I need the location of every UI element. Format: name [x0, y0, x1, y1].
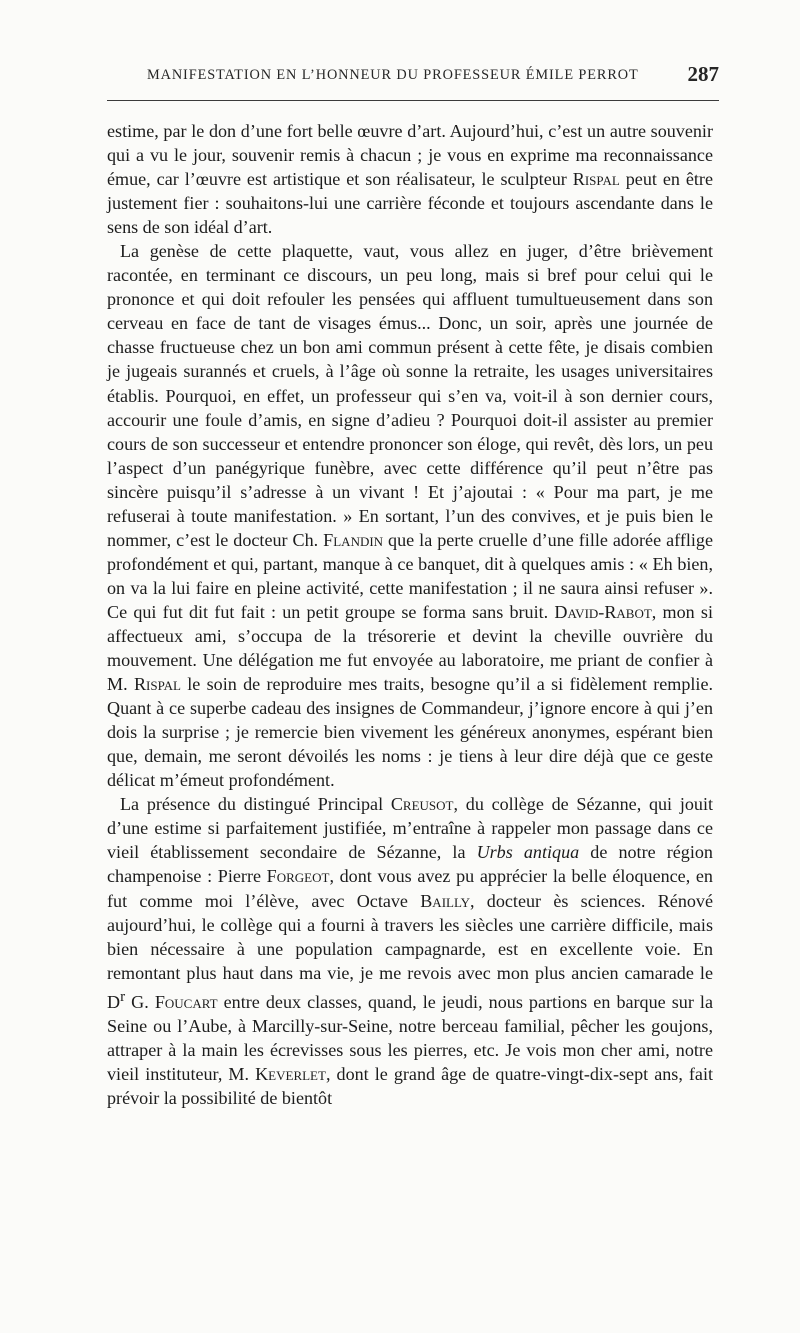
- text-run: le soin de reproduire mes traits, besogne qu’il a si fidèlement remplie. Quant à ce superbe cadeau des insignes de Commandeur, j’ignore encore à qui j’en dois la surprise ; je remercie bien vivement les généreux anonymes, espérant bien que, demain, me seront dévoilés les noms : je tiens à leur dire déjà que ce geste délicat m’émeut profondément.: [107, 674, 713, 791]
- person-name: Flandin: [323, 529, 384, 550]
- header-rule: [107, 100, 719, 101]
- text-run: La présence du distingué Principal: [120, 794, 391, 815]
- text-run: , dont le grand âge de quatre-vingt-dix-sept ans, fait prévoir la possibilité de bientôt: [107, 1063, 713, 1108]
- page-number: 287: [687, 62, 719, 86]
- paragraph-2: [107, 239, 713, 792]
- text-run: peut en être justement fier : souhaitons-lui une carrière féconde et toujours ascendante dans le sens de son idéal d’art.: [107, 169, 713, 238]
- text-run: , dont vous avez pu apprécier la belle éloquence, en fut comme moi l’élève, avec Octave: [107, 866, 713, 911]
- person-name: Creusot: [390, 794, 454, 815]
- text-run: estime, par le don d’une fort belle œuvre d’art. Aujourd’hui, c’est un autre souvenir qui a vu le jour, souvenir remis à chacun ; je vous en exprime ma reconnaissance émue, car l’œuvre est artistique et son réalisateur, le sculpteur: [107, 121, 713, 190]
- person-name: Keverlet: [255, 1063, 326, 1084]
- page-header: [107, 64, 719, 94]
- person-name: Forgeot: [266, 866, 330, 887]
- running-title: MANIFESTATION EN L’HONNEUR DU PROFESSEUR ÉMILE PERROT: [147, 67, 639, 83]
- text-run: entre deux classes, quand, le jeudi, nous partions en barque sur la Seine ou l’Aube, à Marcilly-sur-Seine, notre berceau familial, pêcher les goujons, attraper à la main les écrevisses sous les pierres, etc. Je vois mon cher ami, notre vieil instituteur, M.: [107, 991, 713, 1084]
- person-name: Rispal: [133, 674, 181, 695]
- body-text: [107, 119, 713, 1110]
- text-run: , docteur ès sciences. Rénové aujourd’hui, le collège qui a fourni à travers les siècles une carrière difficile, mais bien nécessaire à une population campagnarde, est en excellente voie. En remontant plus haut dans ma vie, je me revois avec mon plus ancien camarade le D: [107, 890, 713, 1012]
- person-name: Rispal: [572, 169, 620, 190]
- text-run: G.: [125, 991, 155, 1012]
- text-run: , mon si affectueux ami, s’occupa de la trésorerie et devint la cheville ouvrière du mouvement. Une délégation me fut envoyée au laboratoire, me priant de confier à M.: [107, 601, 713, 695]
- paragraph-1: [107, 119, 713, 239]
- person-name: Bailly: [420, 890, 470, 911]
- superscript: r: [120, 988, 126, 1005]
- paragraph-3: [107, 792, 713, 1110]
- text-run: La genèse de cette plaquette, vaut, vous allez en juger, d’être brièvement racontée, en terminant ce discours, un peu long, mais si bref pour celui qui le prononce et qui doit refouler les pensées qui affluent tumultueusement dans son cerveau en face de tant de visages émus... Donc, un soir, après une journée de chasse fructueuse chez un bon ami commun présent à cette fête, je disais combien je jugeais surannés et cruels, à l’âge où sonne la retraite, les usages universitaires établis. Pourquoi, en effet, un professeur qui s’en va, voit-il à son dernier cours, accourir une foule d’amis, en signe d’adieu ? Pourquoi doit-il assister au premier cours de son successeur et entendre prononcer son éloge, qui revêt, dès lors, un peu l’aspect d’un panégyrique funèbre, avec cette différence qu’il peut n’être pas sincère puisqu’il s’adresse à un vivant ! Et j’ajoutai : « Pour ma part, je me refuserai à toute manifestation. » En sortant, l’un des convives, et je puis bien le nommer, c’est le docteur Ch.: [107, 241, 713, 550]
- text-run: , du collège de Sézanne, qui jouit d’une estime si parfaitement justifiée, m’entraîne à rappeler mon passage dans ce vieil établissement secondaire de Sézanne, la: [107, 794, 713, 863]
- text-run: de notre région champenoise : Pierre: [107, 842, 713, 887]
- latin-phrase: Urbs antiqua: [476, 842, 580, 863]
- person-name: David-Rabot: [554, 601, 652, 622]
- person-name: Foucart: [154, 991, 218, 1012]
- text-run: que la perte cruelle d’une fille adorée afflige profondément et qui, partant, manque à ce banquet, dit à quelques amis : « Eh bien, on va la lui faire en pleine activité, cette manifestation ; il ne saura ainsi refuser ». Ce qui fut dit fut fait : un petit groupe se forma sans bruit.: [107, 529, 713, 622]
